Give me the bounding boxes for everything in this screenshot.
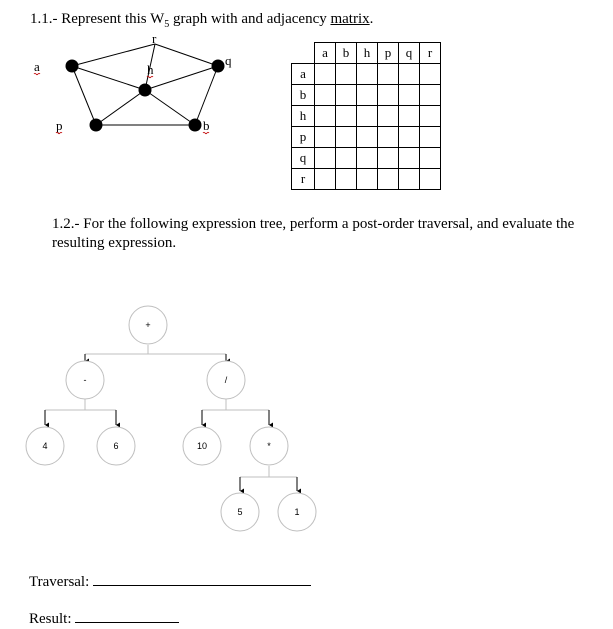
label-q: q <box>225 53 232 68</box>
matrix-row-header: q <box>292 148 315 169</box>
matrix-row-header: h <box>292 106 315 127</box>
tree-label-6: 6 <box>113 441 119 451</box>
matrix-col-header: h <box>357 43 378 64</box>
matrix-row-header: b <box>292 85 315 106</box>
traversal-answer <box>29 571 311 591</box>
q1-middle: graph with and adjacency <box>169 11 331 27</box>
matrix-col-header: a <box>315 43 336 64</box>
q1-subscript: 5 <box>164 19 170 30</box>
result-blank[interactable] <box>75 608 179 623</box>
q1-prefix: 1.1.- Represent this W <box>30 11 165 27</box>
matrix-col-header: q <box>399 43 420 64</box>
matrix-row-header: p <box>292 127 315 148</box>
tree-label-1: 1 <box>294 507 300 517</box>
tree-label-4: 4 <box>42 441 48 451</box>
matrix-col-header: b <box>336 43 357 64</box>
question-1-2-text: 1.2.- For the following expression tree, perform a post-order traversal, and evaluate the resulting expression. <box>52 216 575 251</box>
q1-suffix: . <box>369 11 374 27</box>
matrix-col-header: p <box>378 43 399 64</box>
tree-labels <box>42 320 299 517</box>
traversal-label: Traversal: <box>29 574 90 590</box>
q1-underlined: matrix <box>330 11 370 27</box>
tree-nodes <box>26 306 316 531</box>
tree-label-multiply: * <box>267 441 271 451</box>
matrix-row-header: a <box>292 64 315 85</box>
tree-label-minus: - <box>83 375 87 385</box>
result-label: Result: <box>29 611 72 627</box>
matrix-col-header: r <box>420 43 441 64</box>
tree-label-5: 5 <box>237 507 243 517</box>
label-a: a <box>34 59 40 74</box>
tree-label-10: 10 <box>196 441 208 451</box>
label-r: r <box>152 31 157 46</box>
label-p: p <box>56 118 63 133</box>
tree-label-divide: / <box>224 375 228 385</box>
tree-label-root: + <box>145 320 151 330</box>
label-b: b <box>203 118 210 133</box>
label-h: h <box>147 62 154 77</box>
result-answer <box>29 608 179 628</box>
traversal-blank[interactable] <box>93 571 311 586</box>
matrix-row-header: r <box>292 169 315 190</box>
